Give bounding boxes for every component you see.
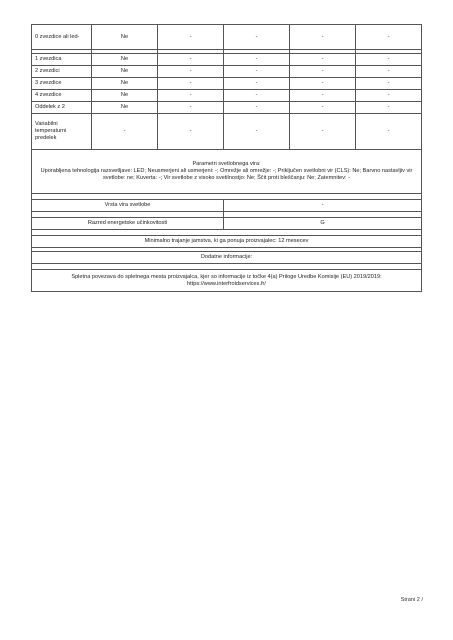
cell: - [290,25,356,50]
cell: - [158,66,224,78]
cell: Ne [92,25,158,50]
compartment-label: 0 zvezdice ali led- [32,25,92,50]
compartment-label: Variabilni temperaturni predelek [32,114,92,150]
cell: - [158,25,224,50]
warranty-text: Minimalno trajanje jamstva, ki ga ponuja proizvajalec: 12 mesecev [32,236,422,248]
extra-info-heading: Dodatne informacije: [32,252,422,264]
cell: - [224,78,290,90]
cell: - [158,102,224,114]
cell: - [224,54,290,66]
cell: - [356,90,422,102]
cell: - [92,114,158,150]
cell: - [356,54,422,66]
compartment-label: Oddelek z 2 [32,102,92,114]
light-source-section [32,150,422,194]
cell: - [290,54,356,66]
table-row [32,66,422,78]
cell: - [224,66,290,78]
cell: - [356,78,422,90]
extra-info-body: Spletna povezava do spletnega mesta proizvajalca, kjer so informacije iz točke 4(a) Priloge Uredbe Komisije (EU) 2019/2019: https://www.interfroidservices.fr/ [32,270,422,292]
table-row [32,200,422,212]
energy-class-value: G [224,218,422,230]
cell: Ne [92,102,158,114]
cell: - [224,114,290,150]
compartment-label: 1 zvezdica [32,54,92,66]
light-source-body: Uporabljena tehnologija razsvetljave: LED; Neusmerjeni ali usmerjeni: -; Omrežje ali omrežje: -; Priključen svetlobni vir (CLS): Ne; Barvno nastavljiv vir svetlobe: ne; Kuverta: -; Vir svetlobe z visoko svetilnostjo: Ne; Ščit proti bleščanju: Ne; Zatemnitev: - [40,168,413,181]
cell: - [356,25,422,50]
cell: - [290,102,356,114]
table-row [32,54,422,66]
compartment-label: 3 zvezdice [32,78,92,90]
compartment-label: 4 zvezdice [32,90,92,102]
compartment-label: 2 zvezdici [32,66,92,78]
table-row [32,102,422,114]
cell: - [290,90,356,102]
table-row [32,252,422,264]
energy-class-label: Razred energetske učinkovitosti [32,218,224,230]
cell: - [356,102,422,114]
table-row [32,218,422,230]
cell: - [158,90,224,102]
table-row [32,90,422,102]
page-number: Strani 2 / [400,597,423,603]
light-type-value: - [224,200,422,212]
cell: - [224,102,290,114]
table-row [32,236,422,248]
cell: - [290,78,356,90]
cell: - [158,114,224,150]
cell: Ne [92,66,158,78]
light-type-label: Vrsta vira svetlobe [32,200,224,212]
cell: - [224,90,290,102]
table-row [32,114,422,150]
table-row [32,270,422,292]
product-info-table [31,24,422,292]
cell: Ne [92,78,158,90]
table-row [32,78,422,90]
light-source-params-cell [32,150,422,194]
cell: - [356,66,422,78]
cell: - [290,114,356,150]
cell: - [158,78,224,90]
cell: Ne [92,54,158,66]
cell: - [356,114,422,150]
cell: - [290,66,356,78]
cell: Ne [92,90,158,102]
cell: - [224,25,290,50]
cell: - [158,54,224,66]
light-source-heading: Parametri svetlobnega vira: [192,161,261,167]
table-row [32,25,422,50]
